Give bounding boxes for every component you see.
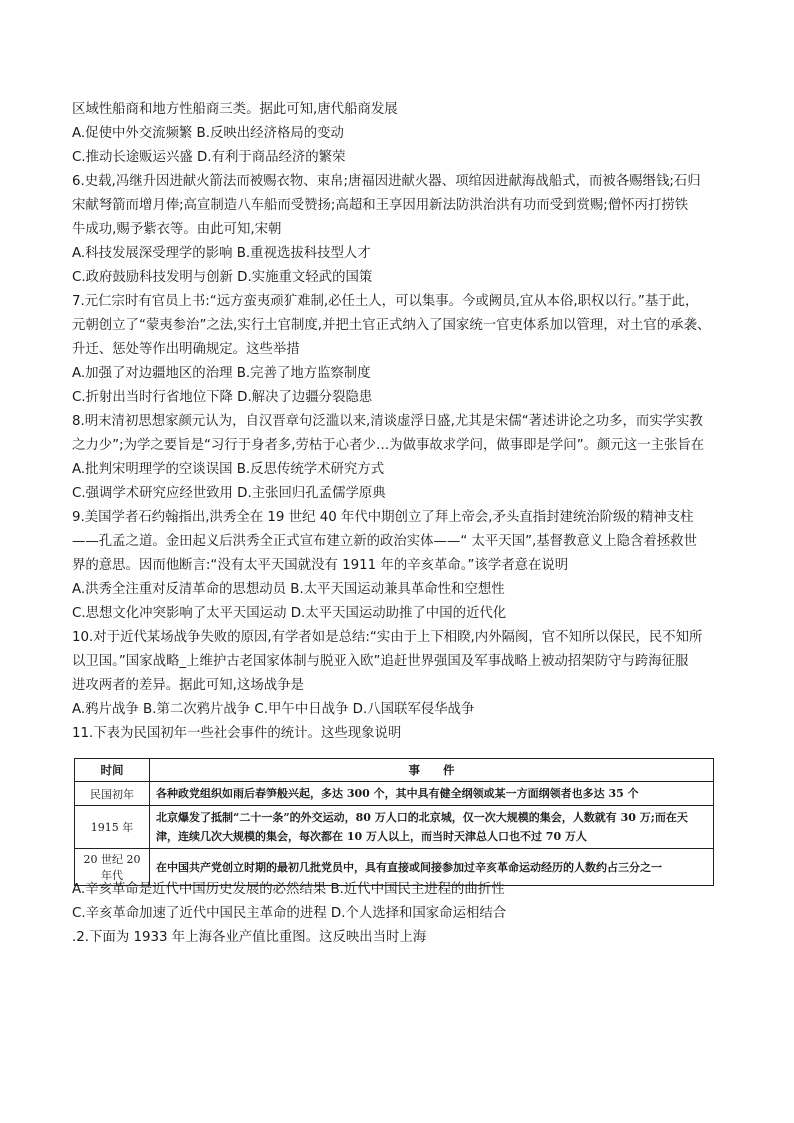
table-cell-time: 20 世纪 20 年代 [75,849,150,886]
table-row [75,806,714,849]
table-cell-event: 在中国共产党创立时期的最初几批党员中，具有直接或间接参加过辛亥革命运动经历的人数约占三分之一 [150,849,714,886]
text-line: 8.明末清初思想家颜元认为，自汉晋章句泛滥以来,清谈虚浮日盛,尤其是宋儒“著述讲论之功多，而实学实教 [72,414,703,429]
text-line: C.强调学术研究应经世致用 D.主张回归孔孟儒学原典 [72,486,386,501]
text-line: 升迁、惩处等作出明确规定。这些举措 [72,342,300,357]
text-line: 进攻两者的差异。据此可知,这场战争是 [72,678,304,693]
text-line: A.批判宋明理学的空谈误国 B.反思传统学术研究方式 [72,462,385,477]
text-line: 7.元仁宗时有官员上书:“远方蛮夷顽犷难制,必任土人，可以集事。今或阙员,宜从本俗,职权以行。”基于此， [72,294,699,309]
table-cell-event: 各种政党组织如雨后春笋般兴起，多达 300 个，其中具有健全纲领或某一方面纲领者也多达 35 个 [150,782,714,806]
text-line: A.洪秀全注重对反清革命的思想动员 B.太平天国运动兼具革命性和空想性 [72,582,505,597]
text-line: C.折射出当时行省地位下降 D.解决了边疆分裂隐患 [72,390,373,405]
text-line: 10.对于近代某场战争失败的原因,有学者如是总结:“实由于上下相睽,内外隔阂，官不知所以保民，民不知所 [72,630,703,645]
text-line: 6.史载,冯继升因进献火箭法而被赐衣物、束帛;唐福因进献火器、项绾因进献海战船式，而被各赐缗钱;石归 [72,174,701,189]
text-line: 元朝创立了“蒙夷参治”之法,实行土官制度,并把土官正式纳入了国家统一官吏体系加以管理，对土官的承袭、 [72,318,711,333]
table-header-time: 时间 [75,759,150,782]
text-line: .2.下面为 1933 年上海各业产值比重图。这反映出当时上海 [72,930,427,945]
text-line: 9.美国学者石约翰指出,洪秀全在 19 世纪 40 年代中期创立了拜上帝会,矛头直指封建统治阶级的精神支柱 [72,510,694,525]
text-line: 11.下表为民国初年一些社会事件的统计。这些现象说明 [72,726,402,741]
question-text-block-after-table [72,878,732,950]
text-line: A.促使中外交流频繁 B.反映出经济格局的变动 [72,126,344,141]
text-line: A.科技发展深受理学的影响 B.重视选拔科技型人才 [72,246,371,261]
text-line: C.政府鼓励科技发明与创新 D.实施重文轻武的国策 [72,270,373,285]
text-line: A.鸦片战争 B.第二次鸦片战争 C.甲午中日战争 D.八国联军侵华战争 [72,702,475,717]
text-line: 宋献弩箭而增月俸;高宣制造八车船而受赞扬;高超和王享因用新法防洪治洪有功而受到赏赐;僧怀丙打捞铁 [72,198,689,213]
table-cell-time: 民国初年 [75,782,150,806]
text-line: 之力少”;为学之要旨是“习行于身者多,劳枯于心者少…为做事故求学问，做事即是学问”。颜元这一主张旨在 [72,438,705,453]
question-text-block [72,98,732,746]
text-line: 区域性船商和地方性船商三类。据此可知,唐代船商发展 [72,102,398,117]
table-cell-event: 北京爆发了抵制“二十一条”的外交运动，80 万人口的北京城，仅一次大规模的集会，人数就有 30 万;而在天津，连续几次大规模的集会，每次都在 10 万人以上，而当时天津总人口也不过 70 万人 [150,806,714,849]
text-line: C.推动长途贩运兴盛 D.有利于商品经济的繁荣 [72,150,346,165]
text-line: A.加强了对边疆地区的治理 B.完善了地方监察制度 [72,366,371,381]
text-line: 界的意思。因而他断言:“没有太平天国就没有 1911 年的辛亥革命。”该学者意在说明 [72,558,569,573]
text-line: A.辛亥革命是近代中国历史发展的必然结果 B.近代中国民主进程的曲折性 [72,882,505,897]
text-line: 牛成功,赐予紫衣等。由此可知,宋朝 [72,222,282,237]
table-cell-time: 1915 年 [75,806,150,849]
text-line: 以卫国。”国家战略_上维护古老国家体制与脱亚入欧”追赶世界强国及军事战略上被动招架防守与跨海征服 [72,654,689,669]
text-line: C.辛亥革命加速了近代中国民主革命的进程 D.个人选择和国家命运相结合 [72,906,507,921]
table-header-event: 事 件 [150,759,714,782]
table-header-row [75,759,714,782]
table-row [75,782,714,806]
text-line: ——孔孟之道。金田起义后洪秀全正式宣布建立新的政治实体——“ 太平天国”,基督教意义上隐含着拯救世 [72,534,697,549]
social-events-table [74,758,714,886]
text-line: C.思想文化冲突影响了太平天国运动 D.太平天国运动助推了中国的近代化 [72,606,507,621]
